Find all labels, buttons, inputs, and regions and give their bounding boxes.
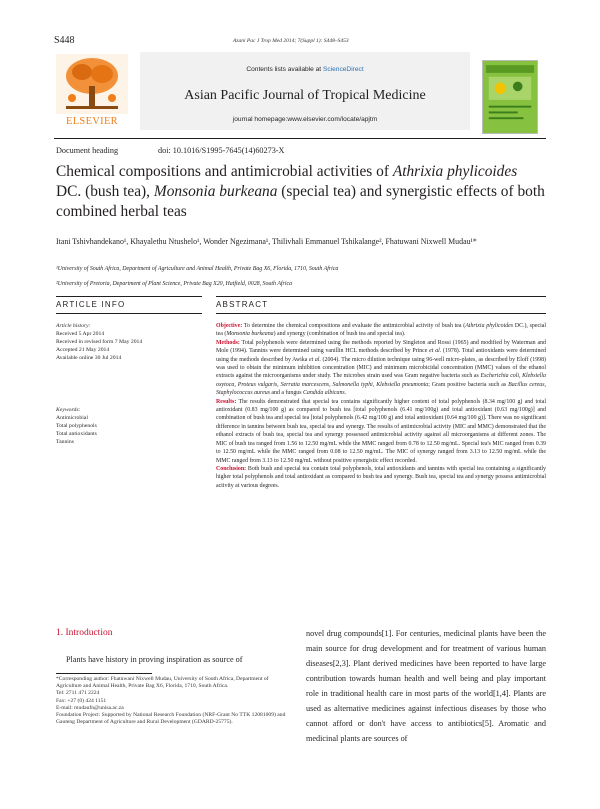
- title-part: (special tea) and synergistic effects of both combined herbal teas: [56, 183, 545, 220]
- footnote-line: Fax: +27 (0) 424 1151: [56, 697, 107, 704]
- abstract-text: DC.), special tea (: [216, 323, 546, 338]
- abstract-heading: ABSTRACT: [216, 300, 269, 309]
- footnote-line: E-mail: mudaufn@unisa.ac.za: [56, 704, 124, 711]
- abstract-text: (2004). The micro dilution technique using 96-well micro-plates, as described by Eloff (1998) was used to obtain the minimum inhibition concentration (MIC) and minimum microbicidal concentration (MMC) values of the ethanol extracts against the microorganisms under study. The microbes strain used was Gram negative bacteria such as: [216, 356, 546, 380]
- footnote-line: Tel: 2711 471 2224: [56, 690, 100, 697]
- author-list: Itani Tshivhandekano¹, Khayalethu Ntushelo¹, Wonder Ngezimana¹, Thilivhali Emmanuel Tshikalange², Fhatuwani Nixwell Mudau¹*: [56, 237, 477, 246]
- methods-label: Methods:: [216, 339, 240, 346]
- sciencedirect-link[interactable]: ScienceDirect: [322, 66, 364, 73]
- journal-title: Asian Pacific Journal of Tropical Medicine: [184, 88, 426, 103]
- introduction-heading: 1. Introduction: [56, 628, 113, 638]
- history-label: Article history:: [56, 323, 91, 329]
- doi[interactable]: doi: 10.1016/S1995-7645(14)60273-X: [158, 146, 285, 155]
- running-head: Azani Pac J Trop Med 2014; 7(Suppl 1): S448–S453: [233, 38, 349, 44]
- results-label: Results:: [216, 398, 237, 405]
- abstract-text: Candida albicans: [302, 390, 345, 397]
- abstract-rule-bottom: [216, 313, 546, 314]
- keyword: Total polyphenols: [56, 423, 97, 429]
- title-part: DC. (bush tea),: [56, 183, 154, 200]
- abstract-text: The results demonstrated that special tea contains significantly higher content of total polyphenols (8.34 mg/100 g) and total antioxidant (0.83 mg/100 g) as compared to bush tea [total polyphenols (6.41 mg/100g) and total antioxidant (0.63 mg/100g)] and combination of bush tea and special tea [total polyphenols (6.42 mg/100 g) and total antioxidant (0.64 mg/100 g)]. There was no significant difference in tannins between bush tea, special tea and synergy. The results of antimicrobial activity (MIC and MMC) demonstrated that the ethanol extracts of bush tea, special tea and synergy possessed antimicrobial activity against all microorganisms at different zones. The MIC of bush tea ranged from 1.56 to 12.50 mg/mL while the MMC ranged from 0.78 to 12.50 mg/mL. Special tea's MIC ranged from 0.39 to 12.50 mg/mL while the MMC ranged from 0.08 to 12.50 mg/mL. The MIC of synergy ranged from 3.13 to 12.50 mg/mL while the MMC ranged from 3.13 to 12.50 mg/mL without positive synergistic effect recorded.: [216, 398, 546, 464]
- abstract-text: Monsonia burkeana: [226, 331, 274, 338]
- abstract-text: ; Gram positive bacteria such as: [428, 381, 509, 388]
- article-history: [56, 322, 202, 362]
- contents-line: [140, 66, 470, 73]
- title-part: Chemical compositions and antimicrobial activities of: [56, 163, 393, 180]
- affiliation-1: ¹University of South Africa, Department of Agriculture and Animal Health, Private Bag X6, Florida, 1710, South Africa: [56, 266, 339, 272]
- article-info-heading: ARTICLE INFO: [56, 300, 126, 309]
- keyword: Antimicrobial: [56, 415, 88, 421]
- conclusion-label: Conclusion:: [216, 465, 247, 472]
- intro-paragraph-start: Plants have history in proving inspiration as source of: [66, 655, 243, 664]
- abstract-text: and a fungus: [269, 390, 303, 397]
- abstract-text: Total polyphenols were determined using the methods reported by Singleton and Rossi (1965) and modified by Waterman and Mole (1994). Tannins were determined using vanillin HCL methods described by Prince: [216, 339, 546, 355]
- contents-prefix: Contents lists available at: [246, 66, 322, 73]
- abstract-text: To determine the chemical compositions and evaluate the antimicrobial activity of bush tea (: [242, 323, 466, 329]
- keywords-label: Keywords:: [56, 407, 81, 413]
- article-info-rule-bottom: [56, 313, 202, 314]
- footnote-line: *Corresponding author: Fhatuwani Nixwell Mudau, University of South Africa, Department of Agriculture and Animal Health, Private Bag X6, Florida, 1710, South Africa.: [56, 676, 269, 690]
- abstract-text: Both bush and special tea contain total polyphenols, total antioxidants and tannins with special tea containing a significantly higher total polyphenols and total antioxidant as compared to bush tea and synergy. Bush tea, special tea and synergy possess antimicrobial activity at various degrees.: [216, 465, 546, 489]
- abstract-text: Athrixia phylicoides: [465, 323, 514, 329]
- abstract-text: (1978). Total antioxidants were determined using the methods described by Awika: [216, 348, 546, 363]
- history-item: Accepted 21 May 2014: [56, 347, 110, 353]
- title-part: Athrixia phylicoides: [392, 163, 518, 180]
- title-part: Monsonia burkeana: [153, 183, 278, 200]
- elsevier-tree-logo: [56, 54, 128, 114]
- page-number: S448: [54, 35, 75, 46]
- journal-cover-thumbnail[interactable]: [482, 60, 538, 134]
- history-item: Available online 30 Jul 2014: [56, 355, 122, 361]
- intro-column-2: novel drug compounds[1]. For centuries, medicinal plants have been the main source for drug development and for treatment of various human diseases[2,3]. Plant derived medicines have been reported to have large contribution towards human health and well being and play important role in traditional health care in most parts of the world[1,4]. Plants are used as alternative medicines against infectious diseases by those who cannot afford or don't have access to antibiotics[5]. Aromatic and medicinal plants are sources of: [306, 629, 546, 743]
- abstract-text: et al.: [308, 356, 321, 363]
- history-item: Received 5 Apr 2014: [56, 331, 105, 337]
- elsevier-wordmark: ELSEVIER: [66, 116, 118, 127]
- journal-homepage[interactable]: journal homepage:www.elsevier.com/locate/apjtm: [232, 116, 378, 123]
- abstract-text: Bacillus cereus, Staphylococcus aureus: [216, 381, 547, 397]
- header-rule: [54, 138, 546, 139]
- affiliation-2: ²University of Pretoria, Department of Plant Science, Private Bag X20, Hatfield, 0028, South Africa: [56, 281, 293, 287]
- abstract-rule-top: [216, 296, 546, 297]
- article-info-rule-top: [56, 296, 202, 297]
- abstract-text: et al.: [429, 348, 442, 355]
- document-heading: Document heading: [56, 146, 119, 155]
- abstract-text: .: [344, 390, 347, 397]
- keyword: Total antioxidants: [56, 431, 97, 437]
- footnote: [56, 676, 288, 726]
- footnote-rule: [56, 673, 152, 674]
- objective-label: Objective:: [216, 323, 243, 329]
- abstract-text: Escherichia coli, Klebsiella oxytoca, Proteus vulgaris, Serratia marcescens, Salmonella typhi, Klebsiella pneumonia: [216, 373, 546, 388]
- keywords: [56, 406, 202, 446]
- article-title: [56, 162, 546, 222]
- footnote-line: Foundation Project: Supported by National Research Foundation (NRF-Grant No TTK 12081009) and Gauteng Department of Agriculture and Rural Development (GDARD-25775).: [56, 712, 286, 726]
- abstract-text: ) and synergy (combination of bush tea and special tea).: [273, 331, 406, 338]
- abstract-body: [216, 322, 546, 490]
- history-item: Received in revised form 7 May 2014: [56, 339, 143, 345]
- keyword: Tannins: [56, 439, 74, 445]
